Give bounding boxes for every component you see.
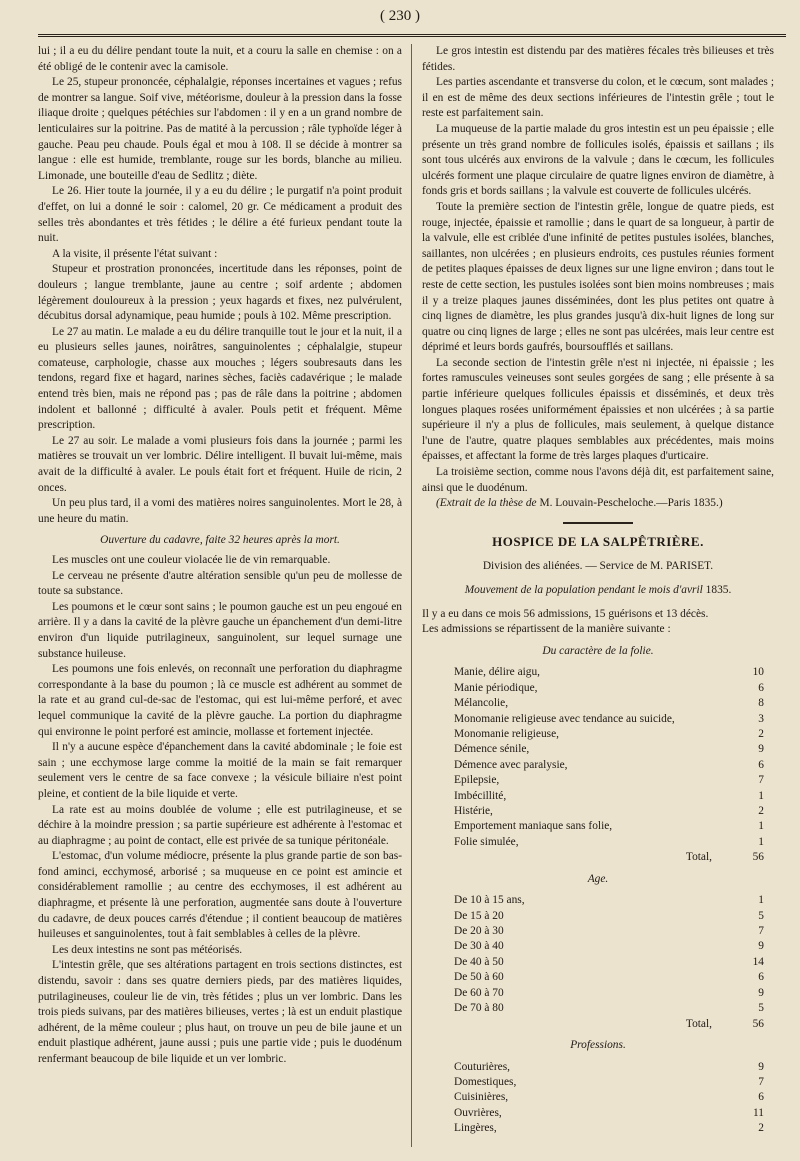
age-total-row	[454, 1017, 764, 1032]
age-row	[454, 909, 764, 924]
professions-table	[454, 1060, 764, 1137]
intro-line-1: Il y a eu dans ce mois 56 admissions, 15 guérisons et 13 décès.	[422, 607, 709, 620]
folie-row	[454, 681, 764, 696]
folie-row	[454, 789, 764, 804]
folie-row	[454, 773, 764, 788]
age-total-label: Total,	[685, 1017, 712, 1030]
folie-row-count: 8	[758, 697, 764, 710]
paragraph: Le 25, stupeur prononcée, céphalalgie, réponses incertaines et vagues ; refus de montrer sa langue. Soif vive, météorisme, douleur à la pression dans la fosse iliaque droite ; quelques pétéchies sur l'abdomen : il y en a un grand nombre de lenticulaires sur la poitrine. Pas de matité à la percussion ; râle typhoïde léger à gauche. Peau peu chaude. Pouls égal et mou à 108. Il se décide à montrer sa langue : elle est humide, tremblante, rouge sur les bords, blanche au milieu. Limonade, une bouteille d'eau de Sedlitz ; diète.	[38, 76, 402, 182]
age-row	[454, 1001, 764, 1016]
age-row-label: De 10 à 15 ans,	[454, 894, 525, 907]
paragraph: La rate est au moins doublée de volume ; elle est putrilagineuse, et se déchire à la moindre pression ; sa partie supérieure est adhérente à l'estomac et au diaphragme ; au point de contact, elle est privée de sa tunique péritonéale.	[38, 803, 402, 847]
paragraph: L'intestin grêle, que ses altérations partagent en trois sections distinctes, est distendu, savoir : dans ses quatre derniers pieds, par des matières liquides, putrilagineuses, couleur lie de vin, très fétides ; plus un ver lombric. Dans les trois pieds suivans, par des matières bilieuses, vertes ; là est un enduit plastique adhérent, de la même couleur ; plus haut, on trouve un peu de bile jaune et un enduit plastique adhérent, jaune aussi ; puis une partie vide ; puis le duodénum renfermant beaucoup de bile liquide et un ver lombric.	[38, 959, 402, 1065]
folie-row-label: Histérie,	[454, 805, 493, 818]
profession-row-label: Couturières,	[454, 1060, 510, 1073]
paragraph: La muqueuse de la partie malade du gros intestin est un peu épaissie ; elle présente un très grand nombre de follicules isolés, épaissis et saillans ; ils sont tous ulcérés aux environs de la valvule ; dans le cœcum, les follicules ulcérés forment une plaque circulaire de quatre lignes environ de diamètre, à fonds gris et bords saillans ; la valvule est couverte de follicules ulcérés.	[422, 122, 774, 198]
folie-row	[454, 742, 764, 757]
paragraph: Les poumons et le cœur sont sains ; le poumon gauche est un peu engoué en arrière. Il y a dans la cavité de la plèvre gauche un épanchement d'un demi-litre environ d'un liquide putrilagineux, sanguinolent, sur lequel surnage une substance huileuse.	[38, 600, 402, 660]
folie-row-label: Epilepsie,	[454, 774, 500, 787]
age-title: Age.	[587, 872, 609, 885]
paragraph: Les deux intestins ne sont pas météorisés.	[52, 943, 243, 956]
movement-italic: Mouvement de la population pendant le mois d'avril	[464, 584, 703, 596]
folie-row-count: 9	[758, 743, 764, 756]
paragraph: Les muscles ont une couleur violacée lie de vin remarquable.	[52, 554, 331, 566]
age-row-count: 5	[758, 909, 764, 922]
paragraph: Le 27 au soir. Le malade a vomi plusieurs fois dans la journée ; parmi les matières se trouvait un ver lombric. Délire intelligent. Il buvait lui-même, mais avait de la difficulté à avaler. Le pouls était fort et fréquent. Huile de ricin, 2 onces.	[38, 434, 402, 494]
age-row	[454, 986, 764, 1001]
folie-row	[454, 835, 764, 850]
folie-row-count: 10	[752, 666, 764, 679]
folie-row-count: 2	[758, 728, 764, 740]
paragraph: Toute la première section de l'intestin grêle, longue de quatre pieds, est rouge, injectée, épaissie et ramollie ; dans le quart de sa longueur, à partir de la valvule, elle est criblée d'une infinité de petites pustules isolées, blanches, saillantes, non ulcérées ; en plusieurs endroits, ces pustules réunies forment de petites plaques épaisses de deux lignes sur une ligne environ ; dans tout le reste de cette section, les pustules isolées sont bien moins nombreuses ; mais il y a treize plaques jaunes disséminées, dont les plus petites ont quatre à cinq lignes de diamètre, les plus grandes jusqu'à dix-huit lignes de long sur quatre ou cinq lignes de large ; elles ne sont pas ulcérées, mais leur centre est déprimé et leurs bords gaufrés, boursoufflés et saillans.	[422, 200, 774, 354]
profession-row-label: Cuisinières,	[454, 1091, 509, 1104]
age-row-count: 6	[758, 971, 764, 984]
paragraph: Stupeur et prostration prononcées, incertitude dans les réponses, point de douleurs ; langue tremblante, jaune au centre ; soif ardente ; abdomen légèrement douloureux à la pression ; yeux hagards et fixes, nez pulvérulent, décubitus dorsal adynamique, peau humide ; pouls à 102. Même prescription.	[38, 263, 402, 323]
paragraph: La troisième section, comme nous l'avons déjà dit, est parfaitement saine, ainsi que le duodénum.	[422, 466, 774, 494]
profession-row-count: 2	[758, 1122, 764, 1135]
age-row-count: 5	[758, 1002, 764, 1015]
profession-row-count: 11	[753, 1106, 764, 1119]
profession-row	[454, 1106, 764, 1121]
folie-row-count: 1	[758, 820, 764, 833]
age-row-label: De 70 à 80	[454, 1002, 504, 1015]
paragraph: lui ; il a eu du délire pendant toute la nuit, et a couru la salle en chemise : on a été obligé de le contenir avec la camisole.	[38, 45, 402, 73]
credit-rest: M. Louvain-Pescheloche.—Paris 1835.)	[539, 497, 723, 510]
section-divider	[563, 522, 633, 524]
age-row-count: 9	[758, 940, 764, 953]
folie-row-label: Mélancolie,	[454, 697, 509, 710]
paragraph: Les parties ascendante et transverse du colon, et le cœcum, sont malades ; il en est de même des deux sections inférieures de l'intestin grêle ; tout le reste est parfaitement sain.	[422, 76, 774, 120]
folie-row	[454, 727, 764, 742]
top-rule	[38, 34, 786, 37]
folie-row-label: Emportement maniaque sans folie,	[454, 820, 613, 833]
folie-row-label: Démence sénile,	[454, 743, 530, 756]
autopsy-heading: Ouverture du cadavre, faite 32 heures après la mort.	[100, 534, 340, 547]
column-separator	[411, 44, 412, 1147]
paragraph: Le 26. Hier toute la journée, il y a eu du délire ; le purgatif n'a point produit d'effet, on lui a donné le soir : calomel, 20 gr. Ce médicament a produit des selles très abondantes et très fétides ; le délire a été furieux pendant toute la nuit.	[38, 185, 402, 245]
folie-row-count: 1	[758, 789, 764, 802]
age-row-count: 14	[752, 955, 764, 968]
paragraph: Le 27 au matin. Le malade a eu du délire tranquille tout le jour et la nuit, il a eu plusieurs selles jaunes, noirâtres, sanguinolentes ; céphalalgie, stupeur comateuse, carphologie, chasse aux mouches ; légers soubresauts dans les tendons, regard fixe et hagard, narines sèches, faciès cadavérique ; le malade entend très bien, mais ne répond pas ; pas de râle dans la poitrine ; abdomen indolent et ballonné ; difficulté à avaler. Pouls petit et fréquent. Même prescription.	[38, 325, 402, 432]
left-column	[38, 44, 402, 1068]
paragraph: Le cerveau ne présente d'autre altération sensible qu'un peu de mollesse de toute sa substance.	[38, 569, 402, 598]
movement-heading	[422, 583, 774, 599]
folie-row	[454, 712, 764, 727]
profession-row-count: 6	[758, 1091, 764, 1104]
folie-row-label: Manie périodique,	[454, 681, 538, 694]
intro-line-2: Les admissions se répartissent de la manière suivante :	[422, 623, 671, 636]
folie-row	[454, 696, 764, 711]
folie-row-count: 2	[758, 805, 764, 818]
folie-row-label: Démence avec paralysie,	[454, 758, 568, 771]
age-row-label: De 50 à 60	[454, 971, 504, 984]
age-row-count: 1	[758, 894, 764, 907]
profession-row-label: Domestiques,	[454, 1075, 517, 1088]
paragraph: Un peu plus tard, il a vomi des matières noires sanguinolentes. Mort le 28, à une heure du matin.	[38, 497, 402, 525]
age-table	[454, 893, 764, 1032]
intestine-paragraphs	[422, 44, 774, 496]
autopsy-paragraphs	[38, 553, 402, 1068]
paragraph: Les poumons une fois enlevés, on reconnaît une perforation du diaphragme correspondante à la base du poumon ; là ce muscle est adhérent au sommet de la rate et au grand cul-de-sac de l'estomac, qui est lui-même perforé, et avec lequel communique la cavité de la plèvre gauche. La portion du diaphragme qui environne le point perforé est amincie, mollasse et fortement injectée.	[38, 663, 402, 738]
profession-row	[454, 1090, 764, 1105]
folie-total-label: Total,	[685, 851, 712, 864]
division-line: Division des aliénées. — Service de M. PARISET.	[482, 560, 714, 573]
age-row-label: De 20 à 30	[454, 925, 504, 938]
folie-title: Du caractère de la folie.	[542, 644, 654, 657]
folie-row-count: 3	[758, 712, 764, 725]
movement-year: 1835.	[705, 584, 732, 596]
folie-row-label: Folie simulée,	[454, 835, 519, 848]
paragraph: L'estomac, d'un volume médiocre, présente la plus grande partie de son bas-fond aminci, ecchymosé, arborisé ; sa muqueuse en ce point est amincie et considérablement ramollie ; au centre des ecchymoses, il est adhérent au diaphragme, et présente là une perforation, augmentée sans doute à l'ouverture du cadavre, de deux pouces carrés d'étendue ; il contient beaucoup de matières huileuses et sanguinolentes, tout à fait semblables à celles de la plèvre.	[38, 850, 402, 941]
profession-row-label: Ouvrières,	[454, 1106, 502, 1119]
section-title: HOSPICE DE LA SALPÊTRIÈRE.	[492, 533, 704, 549]
folie-row-count: 1	[758, 835, 764, 848]
profession-row-label: Lingères,	[454, 1122, 497, 1135]
folie-row	[454, 665, 764, 680]
age-row-count: 7	[758, 925, 764, 938]
age-row	[454, 893, 764, 908]
folie-row	[454, 758, 764, 773]
age-row	[454, 955, 764, 970]
folie-row	[454, 819, 764, 834]
profession-row	[454, 1075, 764, 1090]
paragraph: A la visite, il présente l'état suivant :	[52, 247, 218, 260]
age-row-label: De 15 à 20	[454, 909, 504, 922]
age-row	[454, 939, 764, 954]
age-row-label: De 40 à 50	[454, 955, 504, 968]
age-row-label: De 30 à 40	[454, 940, 504, 953]
folie-row-count: 7	[758, 774, 764, 787]
case-paragraphs	[38, 44, 402, 527]
page-number: ( 230 )	[380, 8, 420, 24]
folie-row-label: Manie, délire aigu,	[454, 666, 541, 679]
profession-row	[454, 1121, 764, 1136]
folie-row-label: Monomanie religieuse,	[454, 728, 560, 740]
age-row-label: De 60 à 70	[454, 986, 504, 999]
folie-row-count: 6	[758, 758, 764, 771]
paragraph: Il n'y a aucune espèce d'épanchement dans la cavité abdominale ; le foie est sain ; une ecchymose large comme la moitié de la main se fait remarquer seulement vers le centre de sa face convexe ; la vésicule biliaire n'est point pleine, et contient de la bile liquide et verte.	[38, 741, 402, 800]
paragraph: La seconde section de l'intestin grêle n'est ni injectée, ni épaissie ; les fortes ramuscules veineuses sont seules gorgées de sang ; elle présente à sa partie inférieure quelques follicules épaissis et disséminés, et deux très longues plaques rosées uniformément épaissies et non ulcérées ; à sa partie supérieure il n'y a plus de follicules, mais seulement, à quelque distance l'une de l'autre, quatre plaques semblables aux précédentes, mais moins épaisses, et affectant la forme de très larges plaques d'urticaire.	[422, 356, 774, 463]
paragraph: Le gros intestin est distendu par des matières fécales très bilieuses et très fétides.	[422, 45, 774, 73]
age-total-value: 56	[752, 1017, 764, 1030]
age-row	[454, 970, 764, 985]
right-column	[422, 44, 774, 1137]
folie-total-value: 56	[752, 851, 764, 864]
folie-row-label: Imbécillité,	[454, 789, 507, 802]
age-row	[454, 924, 764, 939]
professions-title: Professions.	[570, 1038, 626, 1051]
folie-row	[454, 804, 764, 819]
profession-row	[454, 1060, 764, 1075]
folie-row-count: 6	[758, 681, 764, 694]
folie-total-row	[454, 850, 764, 865]
credit-italic: (Extrait de la thèse de	[436, 497, 537, 510]
folie-table	[454, 665, 764, 865]
folie-row-label: Monomanie religieuse avec tendance au suicide,	[454, 712, 675, 725]
profession-row-count: 9	[758, 1060, 764, 1073]
source-credit	[422, 496, 774, 512]
profession-row-count: 7	[758, 1075, 764, 1088]
age-row-count: 9	[758, 986, 764, 999]
